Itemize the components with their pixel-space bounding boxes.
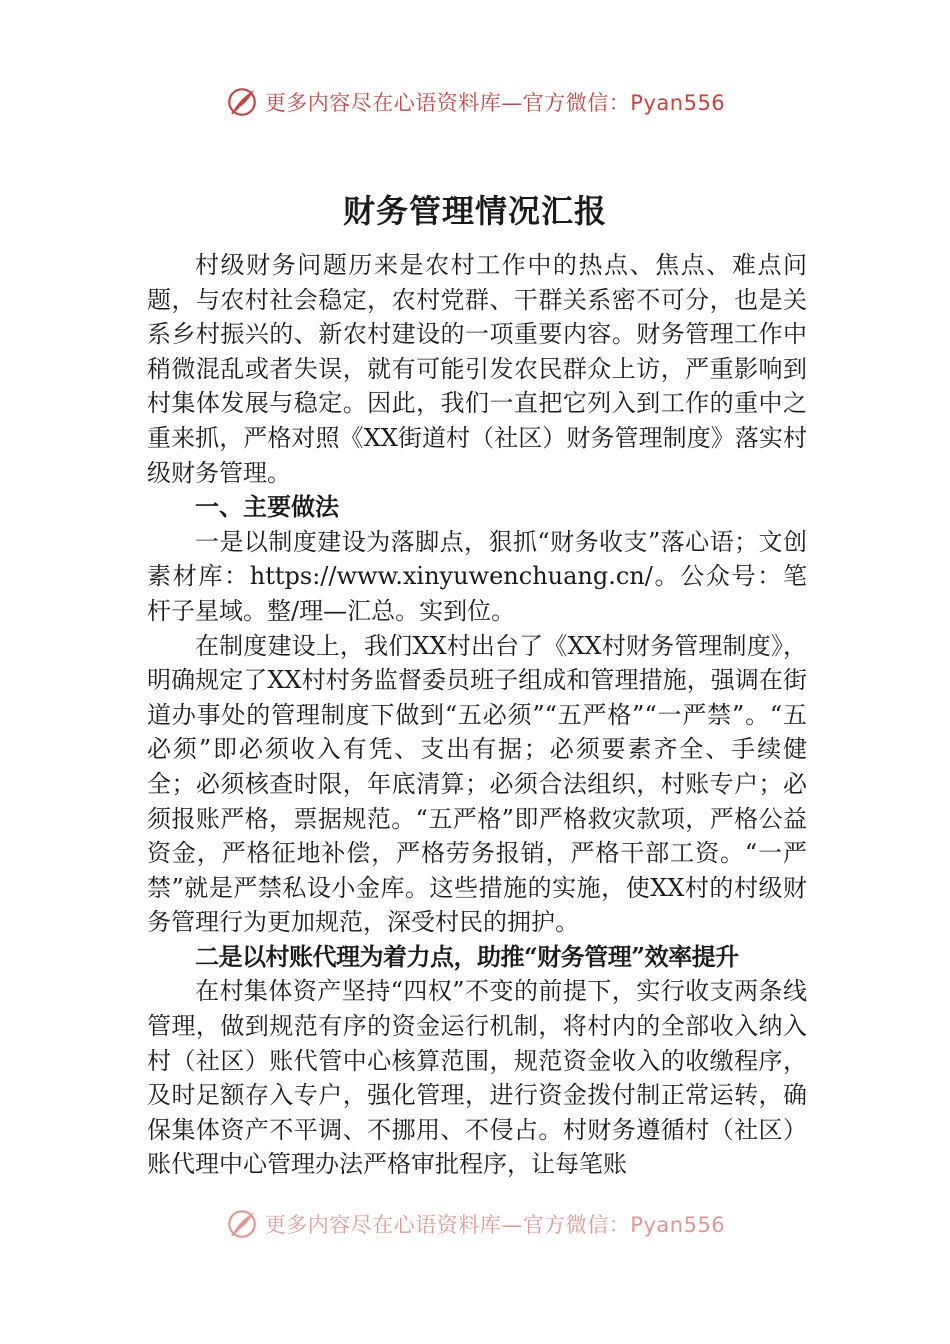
watermark-header <box>0 84 950 120</box>
feather-quill-logo-icon <box>225 85 259 119</box>
paragraph-point-one: 一是以制度建设为落脚点，狠抓“财务收支”落心语；文创素材库：https://www.xinyuwenchuang.cn/。公众号：笔杆子星域。整/理—汇总。实到位。 <box>147 527 807 625</box>
watermark-footer <box>0 1206 950 1242</box>
watermark-text: 更多内容尽在心语资料库—官方微信：Pyan556 <box>264 1213 726 1237</box>
paragraph-system-building: 在制度建设上，我们XX村出台了《XX村财务管理制度》，明确规定了XX村村务监督委员班子组成和管理措施，强调在街道办事处的管理制度下做到“五必须”“五严格”“一严禁”。“五必须”即必须收入有凭、支出有据；必须要素齐全、手续健全；必须核查时限，年底清算；必须合法组织，村账专户；必须报账严格，票据规范。“五严格”即严格救灾款项，严格公益资金，严格征地补偿，严格劳务报销，严格干部工资。“一严禁”就是严禁私设小金库。这些措施的实施，使XX村的村级财务管理行为更加规范，深受村民的拥护。 <box>147 631 807 937</box>
watermark-text: 更多内容尽在心语资料库—官方微信：Pyan556 <box>264 91 726 115</box>
section-heading-main-practices: 一、主要做法 <box>195 492 339 522</box>
subheading-point-two: 二是以村账代理为着力点，助推“财务管理”效率提升 <box>195 941 739 971</box>
document-title: 财务管理情况汇报 <box>342 192 607 230</box>
feather-quill-logo-icon <box>225 1207 259 1241</box>
paragraph-intro: 村级财务问题历来是农村工作中的热点、焦点、难点问题，与农村社会稳定，农村党群、干群关系密不可分，也是关系乡村振兴的、新农村建设的一项重要内容。财务管理工作中稍微混乱或者失误，就有可能引发农民群众上访，严重影响到村集体发展与稳定。因此，我们一直把它列入到工作的重中之重来抓，严格对照《XX街道村（社区）财务管理制度》落实村级财务管理。 <box>147 251 807 487</box>
paragraph-collective-assets: 在村集体资产坚持“四权”不变的前提下，实行收支两条线管理，做到规范有序的资金运行机制，将村内的全部收入纳入村（社区）账代管中心核算范围，规范资金收入的收缴程序，及时足额存入专户，强化管理，进行资金拨付制正常运转，确保集体资产不平调、不挪用、不侵占。村财务遵循村（社区）账代理中心管理办法严格审批程序，让每笔账 <box>147 977 807 1179</box>
document-body <box>147 248 807 1182</box>
